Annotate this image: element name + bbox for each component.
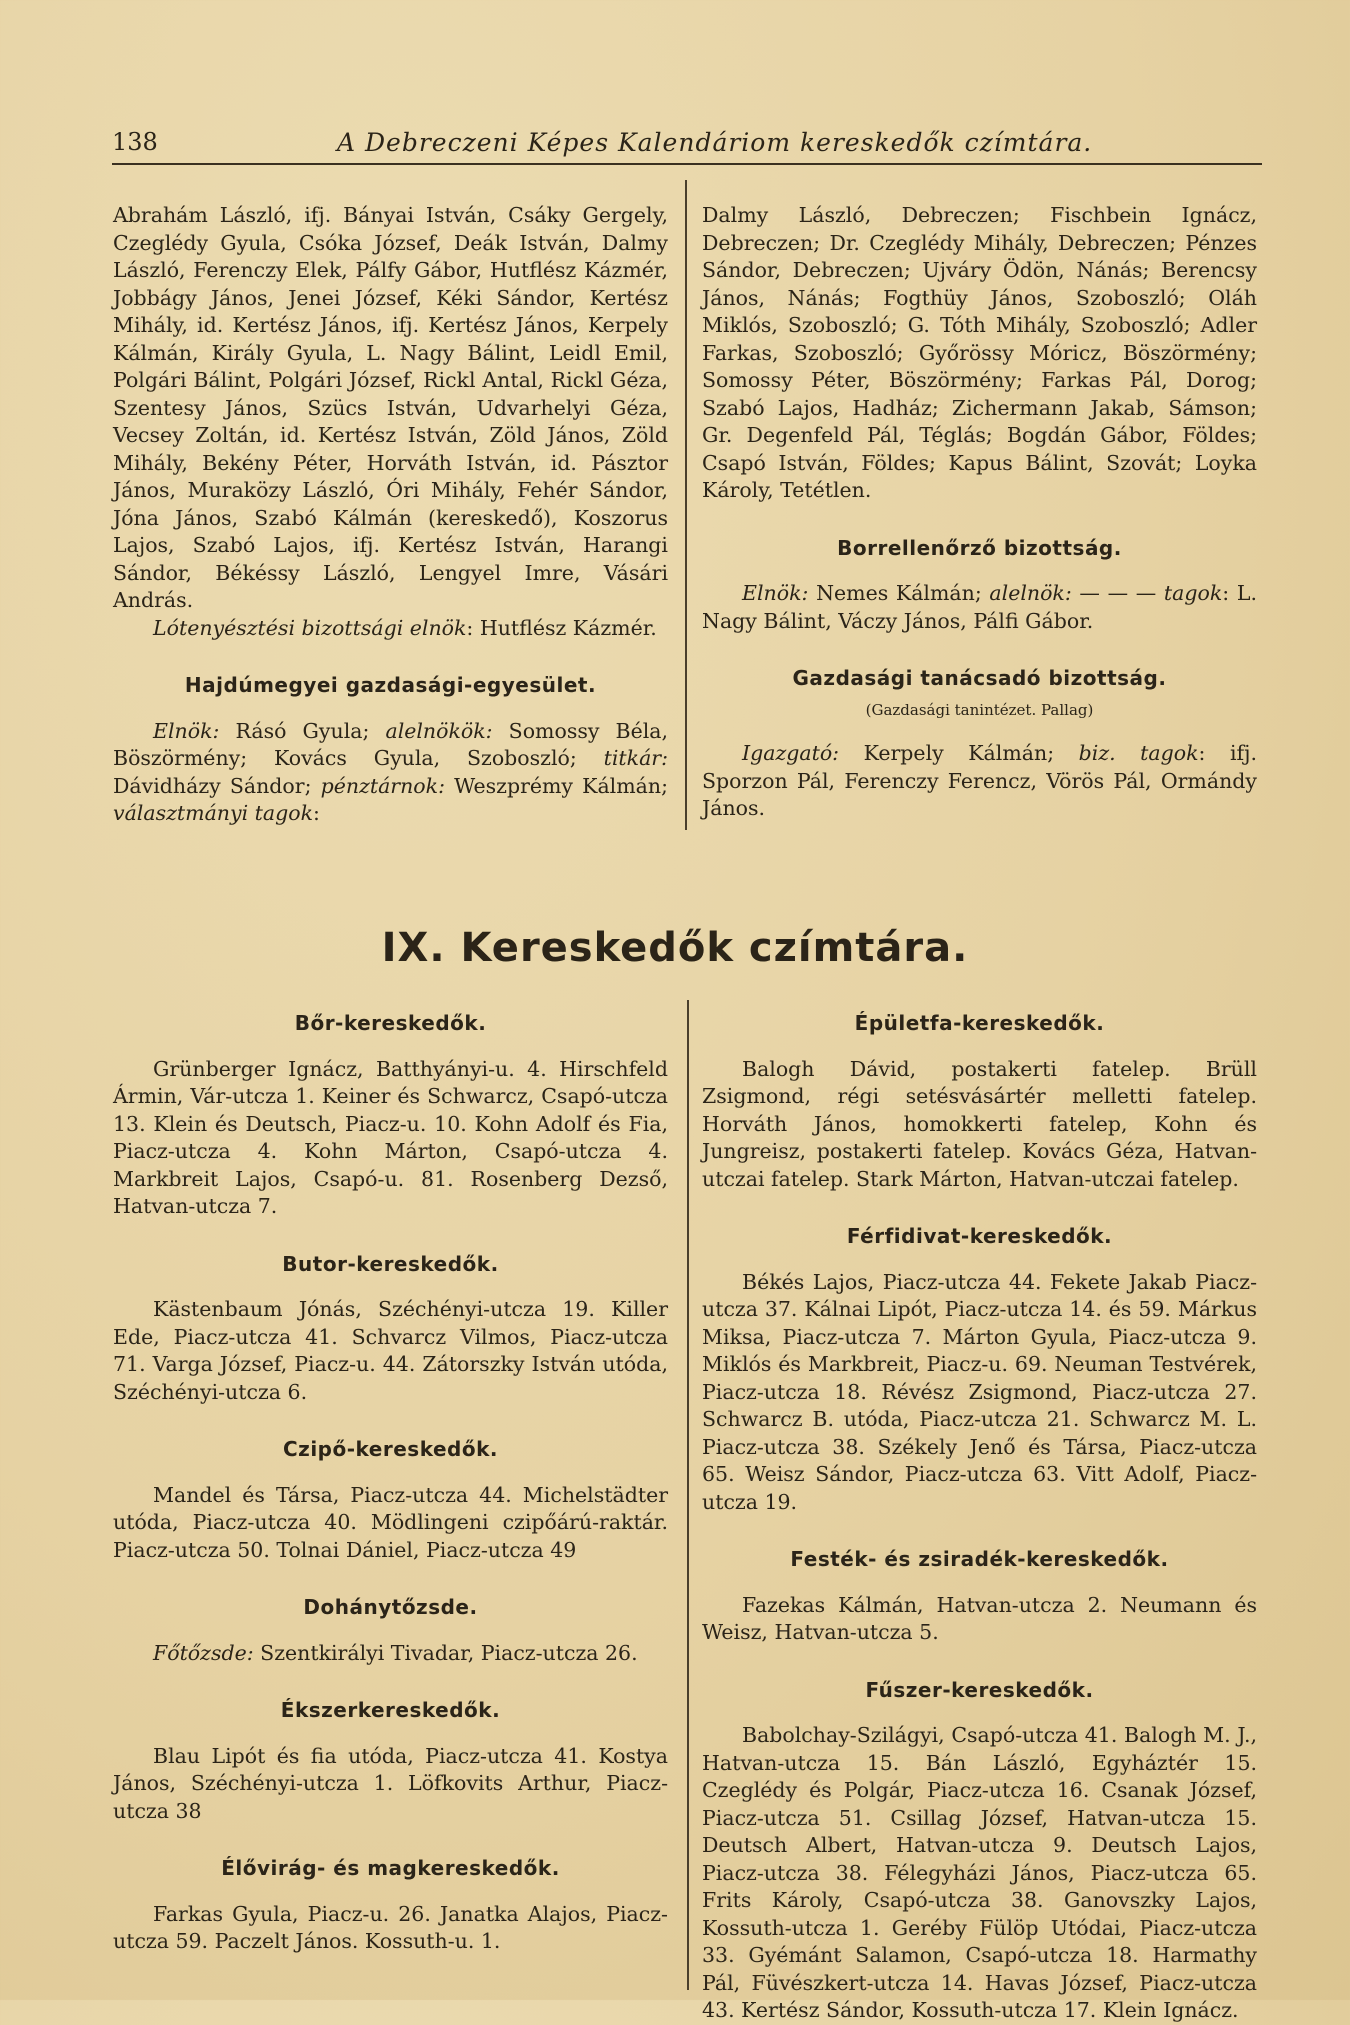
gazd-tagok: : ifj. Sporzon Pál, Ferenczy Ferencz, Vörös Pál, Ormándy János. [702, 741, 1257, 820]
section-heading: Czipő-kereskedők. [283, 1437, 498, 1461]
gazd-igazgato-role: Igazgató: [742, 741, 840, 765]
bottom-right-column [702, 1010, 1257, 2025]
chapter-title: IX. Kereskedők czímtára. [381, 925, 969, 971]
borr-tagok-role: tagok [1163, 581, 1223, 605]
borr-heading: Borrellenőrző bizottság. [837, 535, 1122, 560]
page-header [112, 128, 1262, 164]
hajdu-tagok-role: választmányi tagok [113, 801, 314, 825]
lot-bizottsag-paragraph [113, 615, 668, 643]
section-entries: Farkas Gyula, Piacz-u. 26. Janatka Alajos, Piacz-utcza 59. Paczelt János. Kossuth-u. 1. [113, 1901, 668, 1953]
fotozsde-name: Szentkirályi Tivadar, Piacz-utcza 26. [253, 1640, 638, 1665]
top-right-column [702, 202, 1257, 823]
hajdu-elnok-role: Elnök: [153, 718, 220, 743]
section-entries [113, 1640, 668, 1668]
gazd-tagok-role: biz. tagok [1078, 741, 1199, 765]
gazd-igazgato: Kerpely Kálmán; [839, 741, 1079, 765]
page-number: 138 [112, 128, 158, 156]
column-divider-top [685, 180, 687, 830]
hajdu-titkar: Dávidházy Sándor; [113, 773, 321, 798]
hajdu-titkar-role: titkár: [603, 746, 668, 770]
gazd-heading: Gazdasági tanácsadó bizottság. [792, 666, 1167, 690]
section-heading: Butor-kereskedők. [282, 1251, 499, 1276]
hajdu-penz: Weszprémy Kálmán; [444, 773, 668, 798]
members-list-right: Dalmy László, Debreczen; Fischbein Ignácz, Debreczen; Dr. Czeglédy Mihály, Debreczen; Pénzes Sándor, Debreczen; Ujváry Ödön, Nánás; Berencsy János, Nánás; Fogthüy János, Szoboszló; Oláh Miklós, Szoboszló; G. Tóth Mihály, Szoboszló; Adler Farkas, Szoboszló; Győrössy Móricz, Böszörmény; Somossy Péter, Böszörmény; Farkas Pál, Dorog; Szabó Lajos, Hadház; Zichermann Jakab, Sámson; Gr. Degenfeld Pál, Téglás; Bogdán Gábor, Földes; Csapó István, Földes; Kapus Bálint, Szovát; Loyka Károly, Tetétlen. [702, 203, 1257, 502]
borr-alelnok-role: alelnök: [989, 581, 1072, 605]
hajdu-paragraph [113, 718, 668, 828]
gazd-note: (Gazdasági tanintézet. Pallag) [865, 700, 1094, 719]
members-list-left: Abrahám László, ifj. Bányai István, Csáky Gergely, Czeglédy Gyula, Csóka József, Deák István, Dalmy László, Ferenczy Elek, Pálfy Gábor, Hutflész Kázmér, Jobbágy János, Jenei József, Kéki Sándor, Kertész Mihály, id. Kertész János, ifj. Kertész János, Kerpely Kálmán, Király Gyula, L. Nagy Bálint, Leidl Emil, Polgári Bálint, Polgári József, Rickl Antal, Rickl Géza, Szentesy János, Szücs István, Udvarhelyi Géza, Vecsey Zoltán, id. Kertész István, Zöld János, Zöld Mihály, Bekény Péter, Horváth István, id. Pásztor János, Muraközy László, Óri Mihály, Fehér Sándor, Jóna János, Szabó Kálmán (kereskedő), Koszorus Lajos, Szabó Lajos, ifj. Kertész István, Harangi Sándor, Békéssy László, Lengyel Imre, Vásári András. [113, 203, 668, 612]
section-entries: Grünberger Ignácz, Batthyányi-u. 4. Hirschfeld Ármin, Vár-utcza 1. Keiner és Schwarcz, Csapó-utcza 13. Klein és Deutsch, Piacz-u. 10. Kohn Adolf és Fia, Piacz-utcza 4. Kohn Márton, Csapó-utcza 4. Markbreit Lajos, Csapó-u. 81. Rosenberg Dezső, Hatvan-utcza 7. [113, 1056, 668, 1218]
section-heading: Férfidivat-kereskedők. [846, 1224, 1113, 1248]
section-entries: Balogh Dávid, postakerti fatelep. Brüll Zsigmond, régi setésvásártér melletti fatelep. Horváth János, homokkerti fatelep, Kohn és Jungreisz, postakerti fatelep. Kovács Géza, Hatvan-utczai fatelep. Stark Márton, Hatvan-utczai fatelep. [702, 1056, 1257, 1191]
hajdu-alelnok-role: alelnökök: [385, 718, 493, 743]
hajdu-penz-role: pénztárnok: [320, 773, 445, 798]
section-heading: Ékszerkereskedők. [280, 1698, 501, 1722]
borr-alelnok: — — — [1071, 581, 1164, 605]
section-heading: Bőr-kereskedők. [294, 1011, 487, 1035]
section-heading: Festék- és zsiradék-kereskedők. [790, 1547, 1169, 1571]
hajdu-tagok-colon: : [313, 801, 320, 825]
borr-paragraph [702, 580, 1257, 635]
top-left-column [113, 202, 668, 828]
fotozsde-role: Főtőzsde: [153, 1640, 254, 1665]
hajdu-alelnok: Somossy Béla, Böszörmény; Kovács Gyula, Szoboszló; [113, 718, 669, 770]
borr-elnok: Nemes Kálmán; [808, 581, 990, 605]
section-entries: Fazekas Kálmán, Hatvan-utcza 2. Neumann és Weisz, Hatvan-utcza 5. [702, 1592, 1257, 1644]
running-title: A Debreczeni Képes Kalendáriom kereskedők czímtára. [337, 128, 1093, 157]
lot-role: Lótenyésztési bizottsági elnök [153, 615, 467, 640]
lot-name: : Hutflész Kázmér. [466, 615, 657, 640]
section-entries: Blau Lipót és fia utóda, Piacz-utcza 41. Kostya János, Széchényi-utcza 1. Löfkovits Arthur, Piacz-utcza 38 [113, 1743, 668, 1823]
column-divider-bottom [687, 1000, 689, 1990]
section-entries: Kästenbaum Jónás, Széchényi-utcza 19. Killer Ede, Piacz-utcza 41. Schvarcz Vilmos, Piacz-utcza 71. Varga József, Piacz-u. 44. Zátorszky István utóda, Széchényi-utcza 6. [113, 1297, 668, 1404]
header-rule [112, 163, 1262, 165]
section-heading: Dohánytőzsde. [303, 1595, 478, 1619]
section-entries: Babolchay-Szilágyi, Csapó-utcza 41. Balogh M. J., Hatvan-utcza 15. Bán László, Egyháztér 15. Czeglédy és Polgár, Piacz-utcza 16. Csanak József, Piacz-utcza 51. Csillag József, Hatvan-utcza 15. Deutsch Albert, Hatvan-utcza 9. Deutsch Lajos, Piacz-utcza 38. Félegyházi János, Piacz-utcza 65. Frits Károly, Csapó-utcza 38. Ganovszky Lajos, Kossuth-utcza 1. Geréby Fülöp Utódai, Piacz-utcza 33. Gyémánt Salamon, Csapó-utcza 18. Harmathy Pál, Füvészkert-utcza 14. Havas József, Piacz-utcza 43. Kertész Sándor, Kossuth-utcza 17. Klein Ignácz. [702, 1723, 1257, 2022]
section-entries: Mandel és Társa, Piacz-utcza 44. Michelstädter utóda, Piacz-utcza 40. Mödlingeni czipőárú-raktár. Piacz-utcza 50. Tolnai Dániel, Piacz-utcza 49 [113, 1482, 668, 1562]
borr-tagok: : L. Nagy Bálint, Váczy János, Pálfi Gábor. [702, 581, 1257, 633]
hajdu-heading: Hajdúmegyei gazdasági-egyesület. [184, 673, 597, 697]
hajdu-elnok: Rásó Gyula; [219, 718, 386, 743]
section-heading: Élővirág- és magkereskedők. [221, 1856, 560, 1880]
bottom-left-column [113, 1010, 668, 1956]
section-entries: Békés Lajos, Piacz-utcza 44. Fekete Jakab Piacz-utcza 37. Kálnai Lipót, Piacz-utcza 14. és 59. Márkus Miksa, Piacz-utcza 7. Márton Gyula, Piacz-utcza 9. Miklós és Markbreit, Piacz-u. 69. Neuman Testvérek, Piacz-utcza 18. Révész Zsigmond, Piacz-utcza 27. Schwarcz B. utóda, Piacz-utcza 21. Schwarcz M. L. Piacz-utcza 38. Székely Jenő és Társa, Piacz-utcza 65. Weisz Sándor, Piacz-utcza 63. Vitt Adolf, Piacz-utcza 19. [702, 1269, 1257, 1514]
gazd-paragraph [702, 740, 1257, 823]
borr-elnok-role: Elnök: [742, 581, 809, 605]
section-heading: Épületfa-kereskedők. [854, 1011, 1105, 1035]
section-heading: Fűszer-kereskedők. [865, 1677, 1094, 1702]
